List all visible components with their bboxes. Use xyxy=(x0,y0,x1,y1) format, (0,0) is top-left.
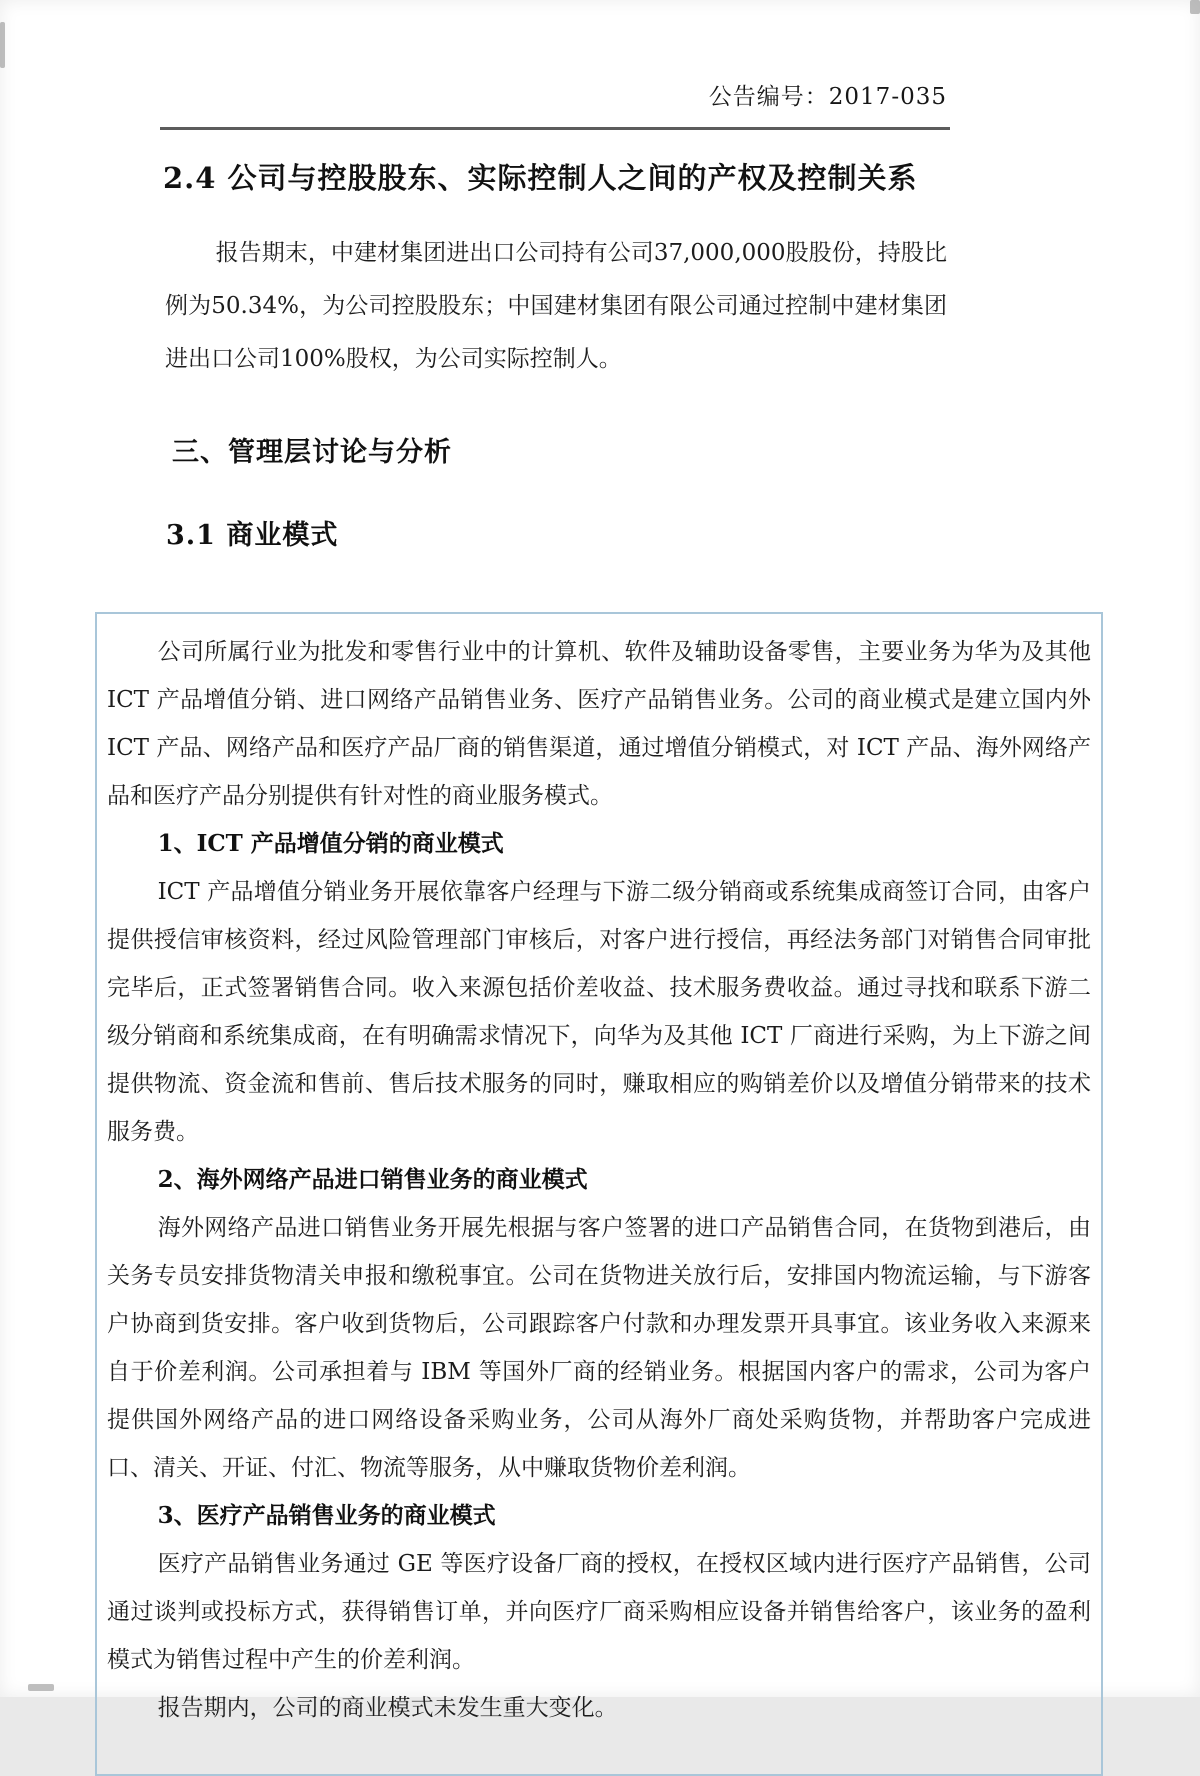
box-paragraph-ict-distribution: ICT 产品增值分销业务开展依靠客户经理与下游二级分销商或系统集成商签订合同，由客户提供授信审核资料，经过风险管理部门审核后，对客户进行授信，再经法务部门对销售合同审批完毕后，正式签署销售合同。收入来源包括价差收益、技术服务费收益。通过寻找和联系下游二级分销商和系统集成商，在有明确需求情况下，向华为及其他 ICT 厂商进行采购，为上下游之间提供物流、资金流和售前、售后技术服务的同时，赚取相应的购销差价以及增值分销带来的技术服务费。 xyxy=(107,879,1091,1145)
business-model-box xyxy=(95,612,1103,1776)
box-heading-medical-sales: 3、医疗产品销售业务的商业模式 xyxy=(157,1502,496,1529)
header-rule xyxy=(160,127,950,130)
box-paragraph-overseas-network-import: 海外网络产品进口销售业务开展先根据与客户签署的进口产品销售合同，在货物到港后，由关务专员安排货物清关申报和缴税事宜。公司在货物进关放行后，安排国内物流运输，与下游客户协商到货安排。客户收到货物后，公司跟踪客户付款和办理发票开具事宜。该业务收入来源来自于价差利润。公司承担着与 IBM 等国外厂商的经销业务。根据国内客户的需求，公司为客户提供国外网络产品的进口网络设备采购业务，公司从海外厂商处采购货物，并帮助客户完成进口、清关、开证、付汇、物流等服务，从中赚取货物价差利润。 xyxy=(107,1215,1091,1481)
announcement-number: 公告编号：2017-035 xyxy=(708,84,947,110)
box-paragraph-period-summary: 报告期内，公司的商业模式未发生重大变化。 xyxy=(157,1695,618,1721)
box-heading-ict-distribution: 1、ICT 产品增值分销的商业模式 xyxy=(157,830,504,857)
section-3-1-title: 3.1 商业模式 xyxy=(166,520,339,551)
box-paragraph-industry-overview: 公司所属行业为批发和零售行业中的计算机、软件及辅助设备零售，主要业务为华为及其他 ICT 产品增值分销、进口网络产品销售业务、医疗产品销售业务。公司的商业模式是建立国内外 ICT 产品、网络产品和医疗产品厂商的销售渠道，通过增值分销模式，对 ICT 产品、海外网络产品和医疗产品分别提供有针对性的商业服务模式。 xyxy=(107,639,1091,809)
box-paragraph-medical-sales: 医疗产品销售业务通过 GE 等医疗设备厂商的授权，在授权区域内进行医疗产品销售，公司通过谈判或投标方式，获得销售订单，并向医疗厂商采购相应设备并销售给客户，该业务的盈利模式为销售过程中产生的价差利润。 xyxy=(107,1551,1091,1673)
section-2-4-paragraph: 报告期末，中建材集团进出口公司持有公司37,000,000股股份，持股比例为50.34%，为公司控股股东；中国建材集团有限公司通过控制中建材集团进出口公司100%股权，为公司实际控制人。 xyxy=(165,240,947,372)
scan-artifact xyxy=(28,1684,54,1691)
section-3-title: 三、管理层讨论与分析 xyxy=(172,437,452,468)
box-heading-overseas-network-import: 2、海外网络产品进口销售业务的商业模式 xyxy=(157,1166,588,1193)
scan-artifact xyxy=(0,22,5,68)
section-2-4-title: 2.4 公司与控股股东、实际控制人之间的产权及控制关系 xyxy=(163,161,918,195)
scan-artifact xyxy=(1190,0,1200,14)
